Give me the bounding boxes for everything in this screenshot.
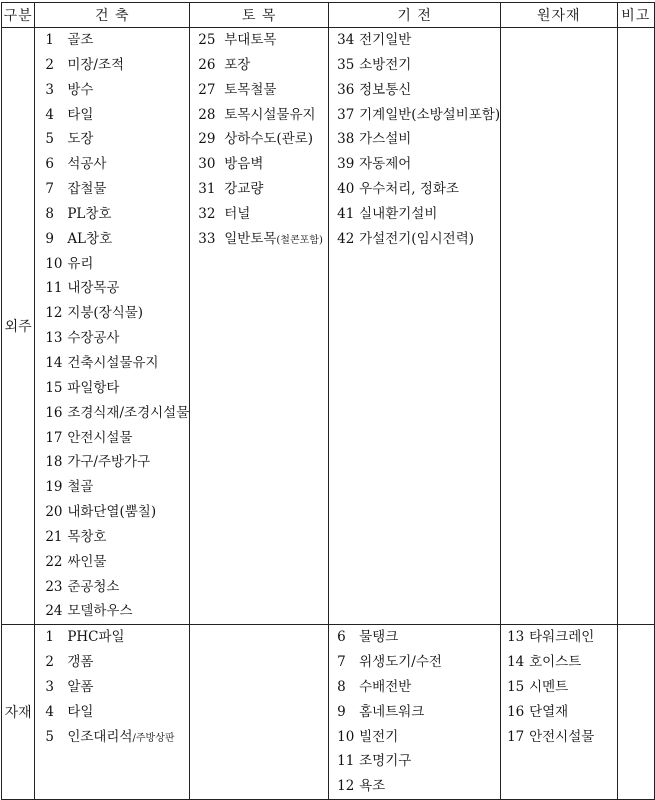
item-number: 28 bbox=[198, 106, 216, 123]
list-item bbox=[35, 28, 189, 53]
outsourcing-architecture-cell bbox=[35, 28, 190, 625]
list-item bbox=[35, 700, 189, 725]
item-text: 타워크레인 bbox=[529, 629, 595, 646]
materials-raw-material-cell bbox=[501, 625, 617, 800]
item-number: 6 bbox=[337, 629, 346, 646]
item-text: 포장 bbox=[224, 56, 251, 73]
materials-architecture-cell bbox=[35, 625, 190, 800]
item-text: 조명기구 bbox=[359, 753, 412, 770]
item-number: 30 bbox=[198, 156, 216, 173]
list-item bbox=[190, 28, 328, 53]
item-number: 31 bbox=[198, 181, 216, 198]
list-item bbox=[329, 774, 500, 799]
item-number: 7 bbox=[45, 181, 54, 198]
list-item bbox=[329, 700, 500, 725]
list-item bbox=[35, 127, 189, 152]
item-text: 전기일반 bbox=[359, 32, 412, 48]
item-text: 실내환기설비 bbox=[359, 205, 438, 222]
list-item bbox=[190, 78, 328, 103]
item-number: 9 bbox=[337, 703, 346, 720]
item-number: 2 bbox=[45, 56, 54, 73]
item-number: 37 bbox=[337, 106, 355, 123]
list-item bbox=[329, 227, 500, 252]
list-item bbox=[35, 177, 189, 202]
list-item bbox=[329, 127, 500, 152]
item-number: 10 bbox=[337, 728, 355, 745]
classification-table bbox=[1, 2, 655, 800]
item-number: 9 bbox=[45, 230, 54, 247]
item-number: 11 bbox=[45, 280, 63, 297]
item-number: 35 bbox=[337, 56, 355, 73]
item-number: 20 bbox=[45, 504, 63, 521]
list-item bbox=[35, 103, 189, 128]
item-number: 12 bbox=[337, 778, 355, 795]
list-item bbox=[190, 53, 328, 78]
item-number: 18 bbox=[45, 454, 63, 471]
row-label-outsourcing: 외주 bbox=[2, 28, 35, 625]
item-text: 토목시설물유지 bbox=[224, 106, 316, 123]
list-item bbox=[35, 351, 189, 376]
item-text: AL창호 bbox=[67, 230, 113, 247]
item-text: 방수 bbox=[67, 81, 94, 98]
outsourcing-raw-material-cell bbox=[501, 28, 617, 625]
item-text: 위생도기/수전 bbox=[359, 654, 442, 671]
item-text: 철골 bbox=[67, 479, 94, 496]
item-number: 39 bbox=[337, 156, 355, 173]
list-item bbox=[35, 78, 189, 103]
item-text: 내장목공 bbox=[67, 280, 120, 297]
item-number: 14 bbox=[507, 654, 525, 671]
item-text: 토목철물 bbox=[224, 81, 277, 98]
item-number: 17 bbox=[45, 429, 63, 446]
item-text: 지붕(장식물) bbox=[67, 305, 144, 322]
list-item bbox=[35, 252, 189, 277]
item-number: 13 bbox=[507, 629, 525, 646]
item-number: 21 bbox=[45, 528, 63, 545]
item-text: 갱폼 bbox=[67, 654, 94, 671]
item-text: 소방전기 bbox=[359, 56, 412, 73]
item-text: 건축시설물유지 bbox=[67, 354, 159, 371]
list-item bbox=[35, 525, 189, 550]
item-text: 준공청소 bbox=[67, 578, 120, 595]
item-text: 미장/조적 bbox=[67, 56, 125, 73]
item-text: 인조대리석 bbox=[67, 728, 133, 745]
list-item bbox=[35, 599, 189, 624]
item-text: 골조 bbox=[67, 32, 94, 48]
item-number: 34 bbox=[337, 32, 355, 48]
list-item bbox=[35, 326, 189, 351]
list-item bbox=[329, 650, 500, 675]
list-item bbox=[35, 475, 189, 500]
item-number: 5 bbox=[45, 131, 54, 148]
item-text: 상하수도(관로) bbox=[224, 131, 314, 148]
item-text: 기계일반(소방설비포함) bbox=[359, 106, 501, 123]
item-text: 유리 bbox=[67, 255, 94, 272]
list-item bbox=[501, 700, 616, 725]
item-number: 25 bbox=[198, 32, 216, 48]
list-item bbox=[190, 103, 328, 128]
item-number: 41 bbox=[337, 205, 355, 222]
item-number: 6 bbox=[45, 156, 54, 173]
list-item bbox=[35, 550, 189, 575]
list-item bbox=[35, 152, 189, 177]
item-number: 10 bbox=[45, 255, 63, 272]
item-text: 욕조 bbox=[359, 778, 386, 795]
item-number: 17 bbox=[507, 728, 525, 745]
item-number: 29 bbox=[198, 131, 216, 148]
list-item bbox=[329, 177, 500, 202]
list-item bbox=[35, 227, 189, 252]
item-number: 13 bbox=[45, 330, 63, 347]
list-item bbox=[329, 78, 500, 103]
item-text: 조경식재/조경시설물 bbox=[67, 404, 190, 421]
item-number: 2 bbox=[45, 654, 54, 671]
item-number: 3 bbox=[45, 678, 54, 695]
item-text: 안전시설물 bbox=[67, 429, 133, 446]
list-item bbox=[329, 749, 500, 774]
item-number: 24 bbox=[45, 603, 63, 620]
item-text: 터널 bbox=[224, 205, 251, 222]
list-item bbox=[35, 575, 189, 600]
list-item bbox=[190, 127, 328, 152]
item-number: 5 bbox=[45, 728, 54, 745]
list-item bbox=[35, 276, 189, 301]
item-text: 방음벽 bbox=[224, 156, 264, 173]
item-text: 빌전기 bbox=[359, 728, 399, 745]
item-text: 안전시설물 bbox=[529, 728, 595, 745]
item-number: 3 bbox=[45, 81, 54, 98]
header-row bbox=[2, 3, 655, 28]
list-item bbox=[35, 650, 189, 675]
list-item bbox=[190, 227, 328, 252]
item-number: 8 bbox=[337, 678, 346, 695]
item-text: 타일 bbox=[67, 106, 94, 123]
item-number: 4 bbox=[45, 703, 54, 720]
list-item bbox=[35, 450, 189, 475]
list-item bbox=[190, 202, 328, 227]
list-item bbox=[329, 675, 500, 700]
item-number: 7 bbox=[337, 654, 346, 671]
list-item bbox=[35, 675, 189, 700]
list-item bbox=[190, 152, 328, 177]
outsourcing-mech-elec-cell bbox=[329, 28, 501, 625]
materials-mech-elec-cell bbox=[329, 625, 501, 800]
item-text: 단열재 bbox=[529, 703, 569, 720]
list-item bbox=[35, 53, 189, 78]
item-text: 호이스트 bbox=[529, 654, 582, 671]
outsourcing-civil-cell bbox=[190, 28, 329, 625]
header-division: 구분 bbox=[2, 3, 35, 28]
list-item bbox=[329, 53, 500, 78]
header-raw-material: 원자재 bbox=[501, 3, 617, 28]
header-civil: 토 목 bbox=[190, 3, 329, 28]
item-number: 16 bbox=[507, 703, 525, 720]
list-item bbox=[190, 177, 328, 202]
list-item bbox=[329, 28, 500, 53]
item-number: 11 bbox=[337, 753, 355, 770]
item-text: 싸인물 bbox=[67, 553, 107, 570]
list-item bbox=[501, 650, 616, 675]
list-item bbox=[35, 426, 189, 451]
item-text: 우수처리, 정화조 bbox=[359, 181, 460, 198]
item-text: 내화단열(뿜칠) bbox=[67, 504, 157, 521]
list-item bbox=[35, 625, 189, 650]
list-item bbox=[501, 725, 616, 750]
item-number: 16 bbox=[45, 404, 63, 421]
list-item bbox=[35, 725, 189, 750]
item-text: 자동제어 bbox=[359, 156, 412, 173]
item-text: 홈네트워크 bbox=[359, 703, 425, 720]
item-text: 파일항타 bbox=[67, 379, 120, 396]
item-text: 타일 bbox=[67, 703, 94, 720]
item-number: 19 bbox=[45, 479, 63, 496]
item-text: PHC파일 bbox=[67, 629, 125, 646]
item-text: 일반토목 bbox=[224, 230, 277, 247]
item-number: 1 bbox=[45, 629, 54, 646]
item-number: 33 bbox=[198, 230, 216, 247]
row-label-materials: 자재 bbox=[2, 625, 35, 800]
item-number: 4 bbox=[45, 106, 54, 123]
materials-civil-cell bbox=[190, 625, 329, 800]
list-item bbox=[329, 152, 500, 177]
item-number: 12 bbox=[45, 305, 63, 322]
item-text: 수장공사 bbox=[67, 330, 120, 347]
item-text: 수배전반 bbox=[359, 678, 412, 695]
item-text: 석공사 bbox=[67, 156, 107, 173]
header-architecture: 건 축 bbox=[35, 3, 190, 28]
item-text: 가설전기(임시전력) bbox=[359, 230, 475, 247]
item-number: 38 bbox=[337, 131, 355, 148]
item-number: 42 bbox=[337, 230, 355, 247]
item-number: 8 bbox=[45, 205, 54, 222]
item-number: 22 bbox=[45, 553, 63, 570]
item-number: 15 bbox=[45, 379, 63, 396]
list-item bbox=[35, 301, 189, 326]
materials-remarks-cell bbox=[617, 625, 655, 800]
item-number: 40 bbox=[337, 181, 355, 198]
item-text: PL창호 bbox=[67, 205, 112, 222]
item-number: 15 bbox=[507, 678, 525, 695]
item-number: 23 bbox=[45, 578, 63, 595]
item-text: 도장 bbox=[67, 131, 94, 148]
item-number: 14 bbox=[45, 354, 63, 371]
item-text: 부대토목 bbox=[224, 32, 277, 48]
item-number: 26 bbox=[198, 56, 216, 73]
item-text: 가구/주방가구 bbox=[67, 454, 151, 471]
header-mech-elec: 기 전 bbox=[329, 3, 501, 28]
list-item bbox=[35, 202, 189, 227]
list-item bbox=[501, 625, 616, 650]
item-number: 32 bbox=[198, 205, 216, 222]
list-item bbox=[329, 725, 500, 750]
row-materials bbox=[2, 625, 655, 800]
item-text: 잡철물 bbox=[67, 181, 107, 198]
row-outsourcing bbox=[2, 28, 655, 625]
item-text: 모델하우스 bbox=[67, 603, 133, 620]
item-number: 36 bbox=[337, 81, 355, 98]
list-item bbox=[35, 500, 189, 525]
item-text: 알폼 bbox=[67, 678, 94, 695]
list-item bbox=[35, 376, 189, 401]
list-item bbox=[329, 202, 500, 227]
item-text: 가스설비 bbox=[359, 131, 412, 148]
item-text: 강교량 bbox=[224, 181, 264, 198]
item-text: 정보통신 bbox=[359, 81, 412, 98]
item-number: 1 bbox=[45, 32, 54, 48]
item-number: 27 bbox=[198, 81, 216, 98]
item-note: /주방상판 bbox=[132, 732, 175, 744]
list-item bbox=[329, 625, 500, 650]
list-item bbox=[501, 675, 616, 700]
item-text: 시멘트 bbox=[529, 678, 569, 695]
item-note: (철콘포함) bbox=[276, 234, 323, 246]
item-text: 물탱크 bbox=[359, 629, 399, 646]
list-item bbox=[35, 401, 189, 426]
header-remarks: 비고 bbox=[617, 3, 655, 28]
outsourcing-remarks-cell bbox=[617, 28, 655, 625]
item-text: 목창호 bbox=[67, 528, 107, 545]
list-item bbox=[329, 103, 500, 128]
